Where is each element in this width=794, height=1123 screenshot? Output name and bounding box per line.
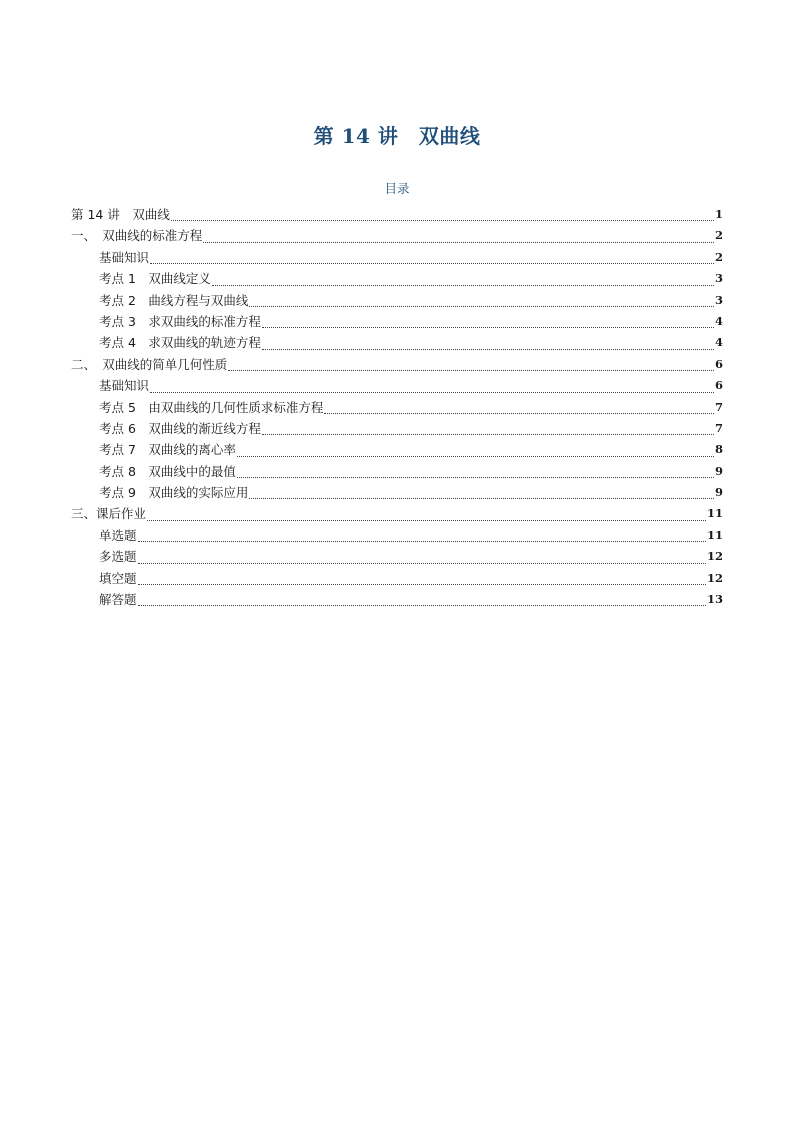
toc-entry-page-number: 8 [714,442,723,457]
toc-entry-title: 单选题 [99,527,137,543]
toc-entry[interactable] [71,568,723,589]
toc-dot-leader [150,377,714,393]
toc-entry[interactable] [71,204,723,225]
toc-entry[interactable] [71,439,723,460]
toc-entry-page-number: 2 [714,249,723,264]
toc-entry-page-number: 11 [706,527,723,542]
toc-entry[interactable] [71,525,723,546]
toc-dot-leader [138,590,706,606]
toc-entry-title: 填空题 [99,570,137,586]
toc-entry-title: 基础知识 [99,378,150,394]
toc-dot-leader [147,505,706,521]
toc-entry-title: 考点 5 由双曲线的几何性质求标准方程 [99,399,324,415]
toc-entry-title: 考点 4 求双曲线的轨迹方程 [99,335,261,351]
toc-entry-title: 多选题 [99,549,137,565]
toc-dot-leader [212,270,714,286]
toc-entry-page-number: 11 [706,506,723,521]
toc-entry[interactable] [71,268,723,289]
toc-entry-title: 基础知识 [99,249,150,265]
toc-entry-page-number: 1 [714,206,723,221]
toc-heading: 目录 [384,181,410,196]
toc-entry-page-number: 13 [706,592,723,607]
toc-entry[interactable] [71,332,723,353]
toc-entry[interactable] [71,375,723,396]
toc-entry-page-number: 3 [714,292,723,307]
toc-dot-leader [249,483,714,499]
toc-entry-page-number: 12 [706,549,723,564]
toc-entry[interactable] [71,311,723,332]
toc-entry[interactable] [71,589,723,610]
toc-entry-title: 三、课后作业 [71,506,147,522]
toc-entry[interactable] [71,225,723,246]
toc-dot-leader [228,355,714,371]
toc-dot-leader [262,312,714,328]
toc-dot-leader [150,248,714,264]
toc-entry[interactable] [71,461,723,482]
document-title: 第 14 讲 双曲线 [313,124,481,148]
toc-entry[interactable] [71,418,723,439]
toc-entry-page-number: 9 [714,463,723,478]
toc-entry-title: 考点 2 曲线方程与双曲线 [99,292,249,308]
toc-dot-leader [203,227,714,243]
toc-dot-leader [171,205,714,221]
toc-entry-title: 考点 1 双曲线定义 [99,271,211,287]
toc-dot-leader [138,548,706,564]
table-of-contents [71,204,723,610]
toc-entry-page-number: 7 [714,399,723,414]
toc-entry-page-number: 4 [714,313,723,328]
toc-entry-page-number: 4 [714,335,723,350]
toc-entry-title: 解答题 [99,592,137,608]
toc-entry-title: 考点 3 求双曲线的标准方程 [99,313,261,329]
toc-entry-page-number: 3 [714,271,723,286]
toc-dot-leader [324,398,714,414]
toc-dot-leader [138,526,706,542]
toc-entry[interactable] [71,482,723,503]
toc-entry-title: 考点 6 双曲线的渐近线方程 [99,420,261,436]
toc-entry-page-number: 9 [714,485,723,500]
toc-entry-title: 一、 双曲线的标准方程 [71,228,203,244]
toc-dot-leader [262,419,714,435]
toc-entry[interactable] [71,247,723,268]
toc-entry-title: 第 14 讲 双曲线 [71,206,170,222]
toc-entry-title: 考点 7 双曲线的离心率 [99,442,236,458]
toc-entry-title: 考点 8 双曲线中的最值 [99,463,236,479]
toc-entry[interactable] [71,397,723,418]
toc-dot-leader [249,291,714,307]
toc-entry[interactable] [71,503,723,524]
toc-entry-page-number: 6 [714,378,723,393]
toc-entry-title: 二、 双曲线的简单几何性质 [71,356,228,372]
toc-entry-page-number: 12 [706,570,723,585]
toc-entry-page-number: 2 [714,228,723,243]
toc-dot-leader [237,441,714,457]
toc-entry-page-number: 6 [714,356,723,371]
toc-entry[interactable] [71,290,723,311]
toc-entry-page-number: 7 [714,420,723,435]
toc-entry[interactable] [71,546,723,567]
toc-dot-leader [237,462,714,478]
toc-dot-leader [138,569,706,585]
toc-entry[interactable] [71,354,723,375]
toc-dot-leader [262,334,714,350]
toc-entry-title: 考点 9 双曲线的实际应用 [99,485,249,501]
